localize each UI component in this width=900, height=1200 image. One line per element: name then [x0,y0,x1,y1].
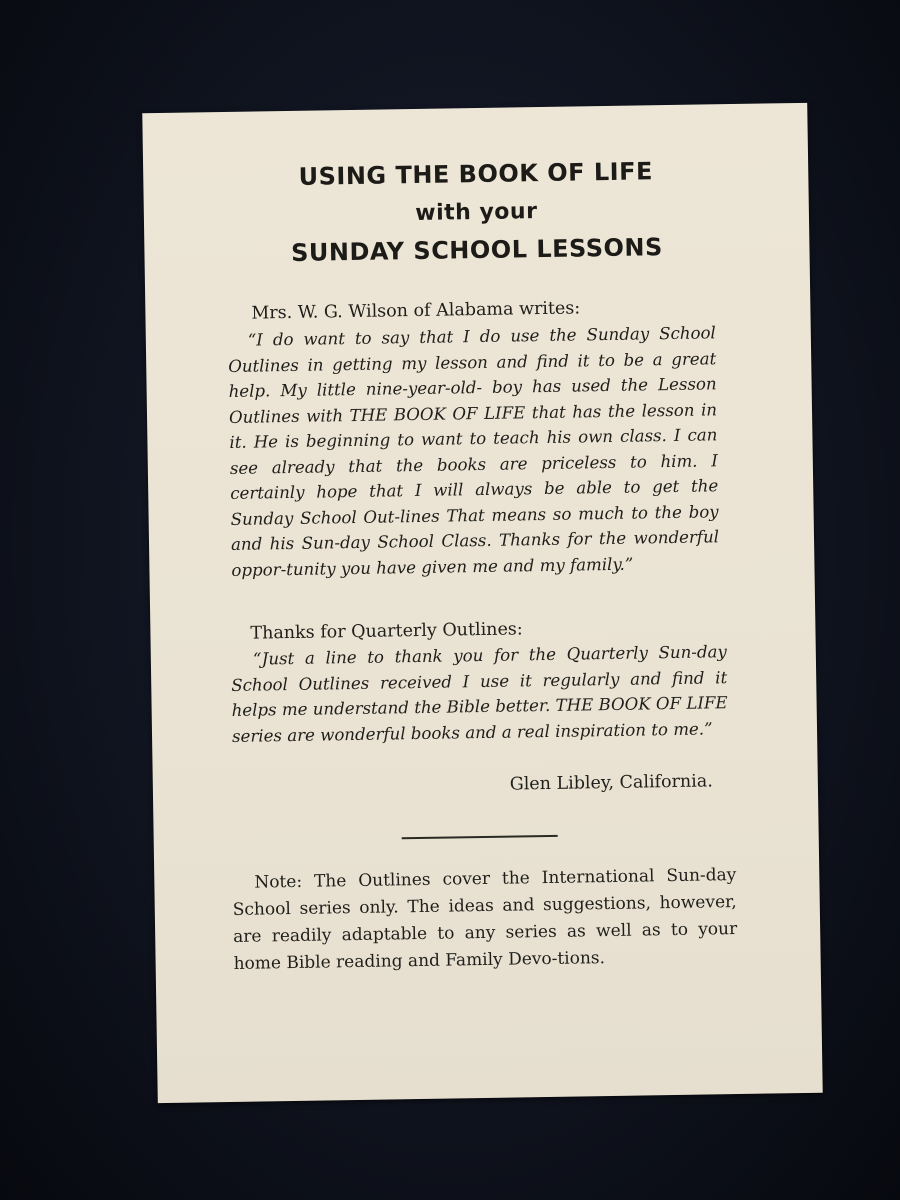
testimonial-1-quote: “I do want to say that I do use the Sunday School Outlines in getting my lesson and find it to be a great help. My little nine-year-old- boy has used the Lesson Outlines with THE BOOK OF LIFE that has the lesson in it. He is beginning to want to teach his own class. I can see already that the books are priceless to him. I certainly hope that I will always be able to get the Sunday School Out-lines That means so much to the boy and his Sun-day School Class. Thanks for the wonderful oppor-tunity you have given me and my family.” [228,323,720,580]
card-title-line-2: with your [415,199,538,227]
testimonial-2-heading: Thanks for Quarterly Outlines: [250,619,523,644]
note-paragraph: Note: The Outlines cover the International Sun-day School series only. The ideas and suggestions, however, are readily adaptable to any series as well as to your home Bible reading and Family Devo-tions. [232,865,738,974]
card-title-line-1: USING THE BOOK OF LIFE [298,157,654,191]
section-divider [402,835,558,839]
card-paper [142,103,822,1103]
printed-card [142,103,822,1103]
testimonial-2-signature: Glen Libley, California. [509,771,713,795]
testimonial-1-heading: Mrs. W. G. Wilson of Alabama writes: [251,298,581,324]
testimonial-2-quote: “Just a line to thank you for the Quarterly Sun-day School Outlines received I use it regularly and find it helps me understand the Bible better. THE BOOK OF LIFE series are wonderful books and a real inspiration to me.” [231,642,728,746]
card-title-line-3: SUNDAY SCHOOL LESSONS [290,233,663,267]
